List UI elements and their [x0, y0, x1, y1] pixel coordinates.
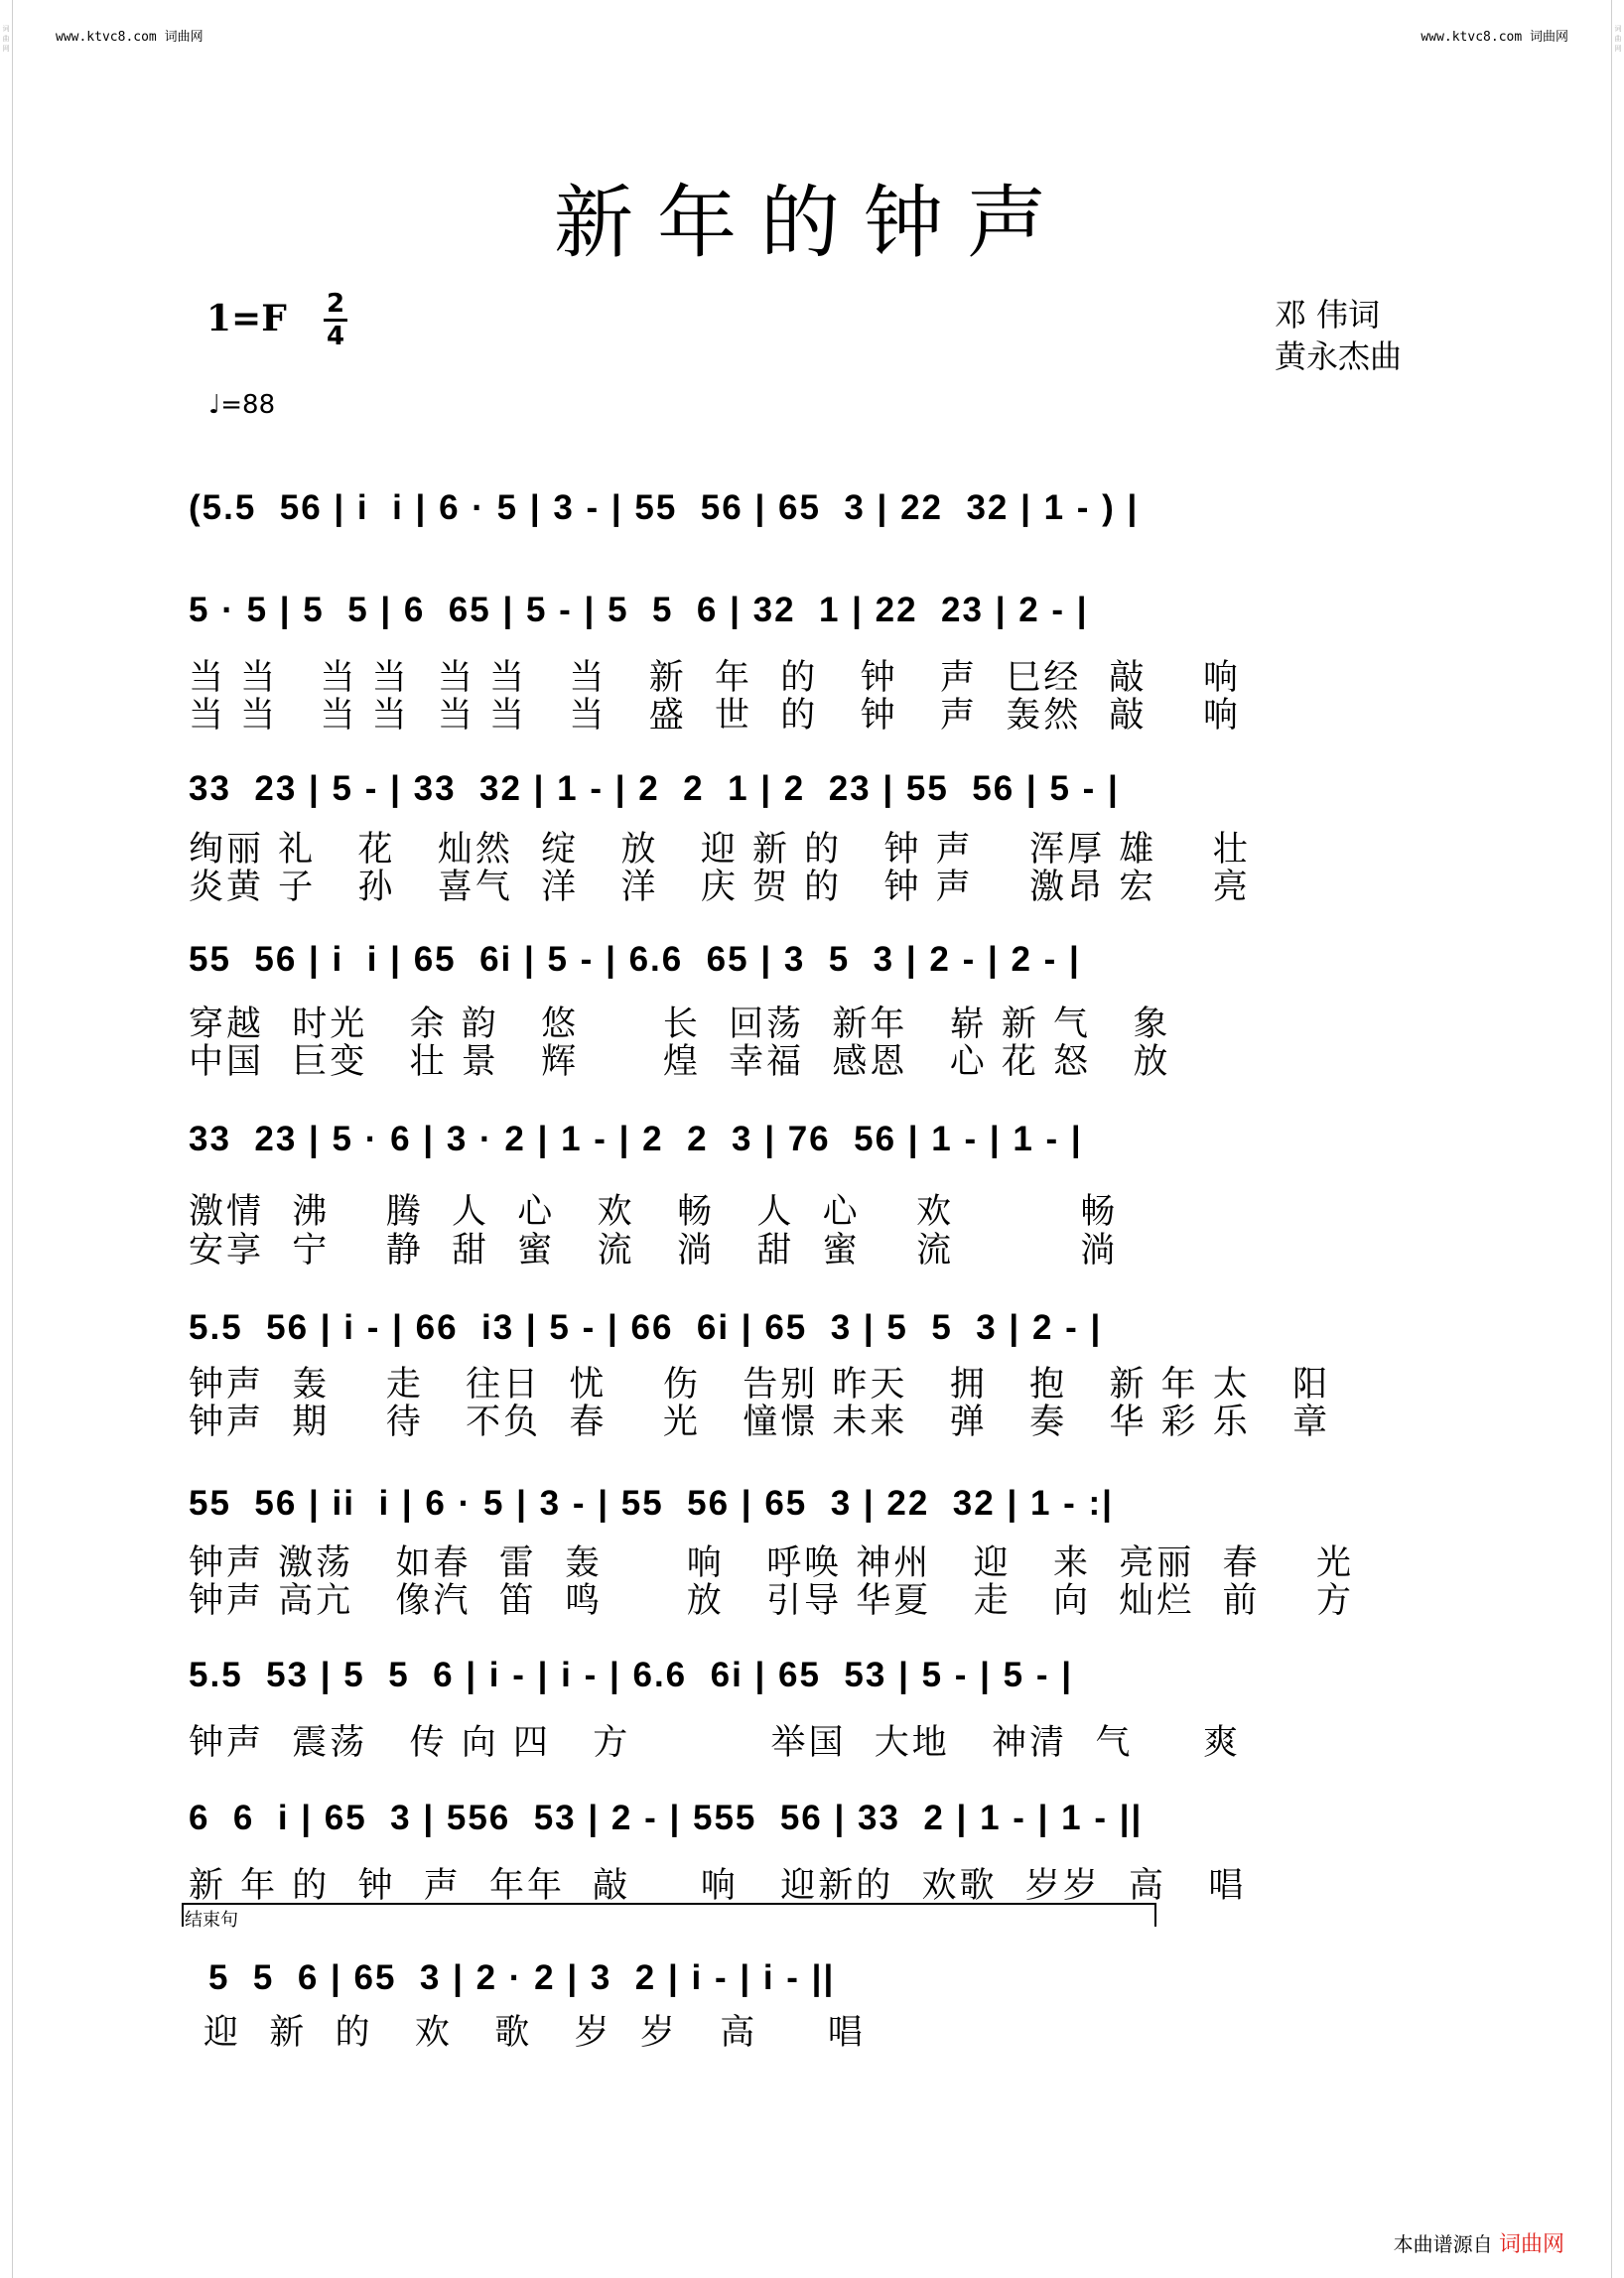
lyric-verse-2: 安享 宁 静 甜 蜜 流 淌 甜 蜜 流 淌 [189, 1231, 1119, 1271]
lyric-verse-2: 钟声 高亢 像汽 笛 鸣 放 引导 华夏 走 向 灿烂 前 方 [189, 1581, 1355, 1621]
notation-line: 55 56 | ii i | 6 · 5 | 3 - | 55 56 | 65 3 | 22 32 | 1 - :| [189, 1484, 1114, 1523]
site-url-left: www.ktvc8.com 词曲网 [56, 30, 203, 45]
notation-line: 6 6 i | 65 3 | 556 53 | 2 - | 555 56 | 33 2 | 1 - | 1 - || [189, 1799, 1144, 1837]
composer: 黄永杰曲 [1275, 337, 1403, 375]
credits [1275, 294, 1402, 377]
notation-line: (5.5 56 | i i | 6 · 5 | 3 - | 55 56 | 65 3 | 22 32 | 1 - ) | [189, 488, 1140, 527]
time-sig-top: 2 [326, 289, 345, 319]
notation-line: 5.5 53 | 5 5 6 | i - | i - | 6.6 6i | 65 53 | 5 - | 5 - | [189, 1656, 1074, 1694]
edge-mark: 词曲网 [2, 25, 10, 53]
ending-label: 结束句 [185, 1910, 238, 1931]
lyric-verse-1: 迎 新 的 欢 歌 岁 岁 高 唱 [203, 2013, 866, 2053]
lyric-verse-1: 绚丽 礼 花 灿然 绽 放 迎 新 的 钟 声 浑厚 雄 壮 [189, 830, 1251, 870]
notation-line: 5.5 56 | i - | 66 i3 | 5 - | 66 6i | 65 3 | 5 5 3 | 2 - | [189, 1308, 1103, 1347]
song-title: 新年的钟声 [554, 177, 1070, 269]
lyric-verse-2: 当 当 当 当 当 当 当 盛 世 的 钟 声 轰然 敲 响 [189, 696, 1242, 736]
key-signature: 1=F [206, 298, 287, 339]
footer-source-text: 本曲谱源自 [1393, 2232, 1493, 2256]
edge-mark: 词曲网 [1614, 25, 1622, 53]
lyric-verse-2: 钟声 期 待 不负 春 光 憧憬 未来 弹 奏 华 彩 乐 章 [189, 1403, 1331, 1442]
notation-line: 5 · 5 | 5 5 | 6 65 | 5 - | 5 5 6 | 32 1 | 22 23 | 2 - | [189, 591, 1089, 629]
lyric-verse-1: 新 年 的 钟 声 年年 敲 响 迎新的 欢歌 岁岁 高 唱 [189, 1866, 1247, 1906]
lyric-verse-2: 中国 巨变 壮 景 辉 煌 幸福 感恩 心 花 怒 放 [189, 1042, 1171, 1082]
lyric-verse-1: 钟声 轰 走 往日 忧 伤 告别 昨天 拥 抱 新 年 太 阳 [189, 1365, 1331, 1405]
footer-source [1394, 2227, 1564, 2258]
right-watermark-strip [1611, 0, 1624, 2278]
footer-brand-link[interactable]: 词曲网 [1498, 2232, 1564, 2257]
time-sig-bottom: 4 [326, 322, 345, 351]
site-url-right: www.ktvc8.com 词曲网 [1421, 30, 1568, 45]
notation-line: 33 23 | 5 - | 33 32 | 1 - | 2 2 1 | 2 23 | 55 56 | 5 - | [189, 769, 1120, 808]
notation-line: 5 5 6 | 65 3 | 2 · 2 | 3 2 | i - | i - || [208, 1958, 836, 1997]
lyric-verse-1: 激情 沸 腾 人 心 欢 畅 人 心 欢 畅 [189, 1192, 1119, 1232]
lyric-verse-1: 当 当 当 当 当 当 当 新 年 的 钟 声 巳经 敲 响 [189, 658, 1242, 698]
notation-line: 33 23 | 5 · 6 | 3 · 2 | 1 - | 2 2 3 | 76 56 | 1 - | 1 - | [189, 1120, 1083, 1158]
lyric-verse-1: 钟声 震荡 传 向 四 方 举国 大地 神清 气 爽 [189, 1723, 1242, 1763]
tempo-marking: ♩=88 [208, 390, 276, 420]
lyric-verse-1: 穿越 时光 余 韵 悠 长 回荡 新年 崭 新 气 象 [189, 1005, 1171, 1044]
notation-line: 55 56 | i i | 65 6i | 5 - | 6.6 65 | 3 5 3 | 2 - | 2 - | [189, 940, 1081, 979]
left-watermark-strip [0, 0, 13, 2278]
ending-bracket [182, 1903, 1156, 1927]
lyric-verse-2: 炎黄 子 孙 喜气 洋 洋 庆 贺 的 钟 声 激昂 宏 亮 [189, 868, 1251, 907]
time-signature [324, 290, 347, 350]
lyricist: 邓 伟词 [1275, 296, 1381, 334]
lyric-verse-1: 钟声 激荡 如春 雷 轰 响 呼唤 神州 迎 来 亮丽 春 光 [189, 1543, 1355, 1583]
